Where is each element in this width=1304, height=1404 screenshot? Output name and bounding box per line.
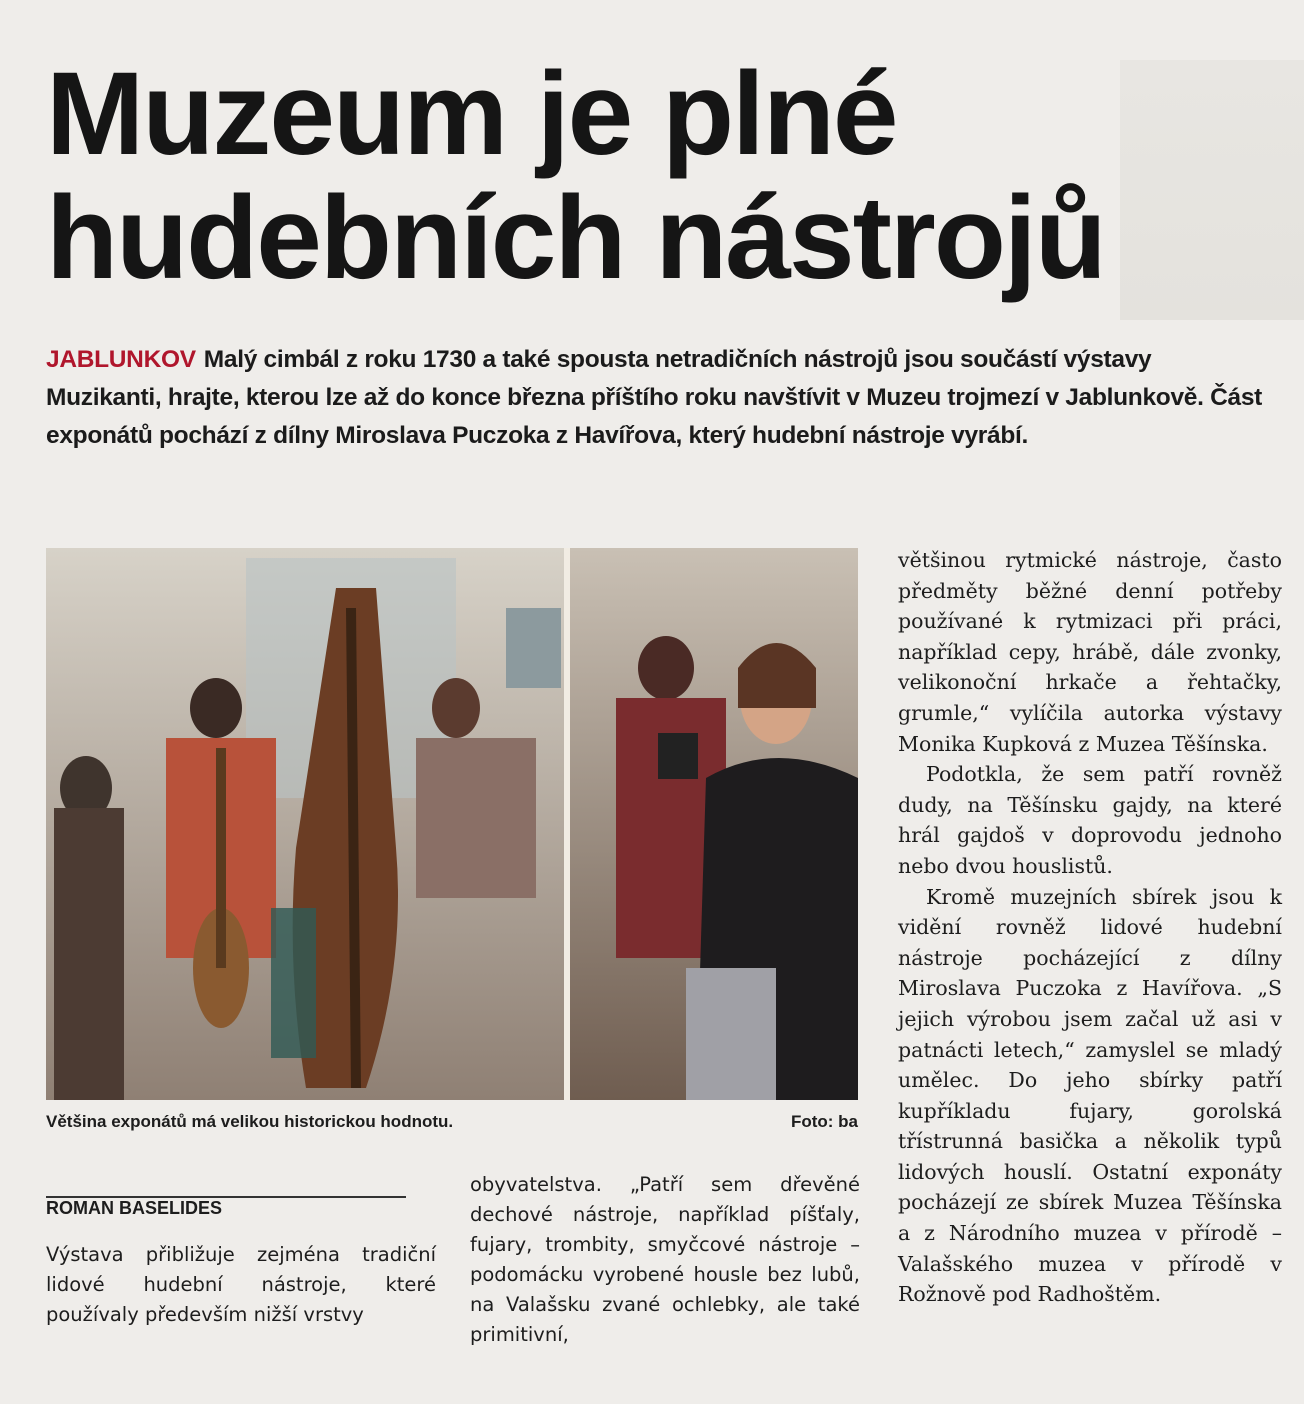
exhibition-photo [46, 548, 858, 1100]
headline-line-1: Muzeum je plné [46, 48, 897, 180]
dateline-place: JABLUNKOV [46, 346, 196, 373]
photo-caption: Většina exponátů má velikou historickou hodnotu. [46, 1112, 454, 1131]
column-2-paragraph: obyvatelstva. „Patří sem dřevěné dechové nástroje, například píšťaly, fujary, trombity, smyčcové nástroje – podomácku vyrobené housle bez lubů, na Valašsku zvané ochlebky, ale také primitivní, [470, 1173, 860, 1346]
author-byline: ROMAN BASELIDES [46, 1196, 406, 1219]
photo-credit: Foto: ba [790, 1112, 858, 1131]
article-column-3 [898, 545, 1282, 1310]
lead-text: Malý cimbál z roku 1730 a také spousta netradičních nástrojů jsou součástí výstavy Muzikanti, hrajte, kterou lze až do konce března příštího roku navštívit v Muzeu trojmezí v Jablunkově. Část exponátů pochází z dílny Miroslava Puczoka z Havířova, který hudební nástroje vyrábí. [46, 346, 1263, 449]
column-1-paragraph: Výstava přibližuje zejména tradiční lidové hudební nástroje, které používaly především nižší vrstvy [46, 1243, 436, 1326]
headline-line-2: hudebních nástrojů [46, 172, 1105, 304]
photo-caption-row [46, 1112, 858, 1138]
article-lead [46, 341, 1266, 455]
article-column-2 [470, 1170, 860, 1350]
exhibition-photo-illustration [46, 548, 858, 1100]
article-headline [46, 48, 1206, 304]
article-column-1 [46, 1240, 436, 1330]
column-3-paragraph-1: většinou rytmické nástroje, často předměty běžné denní potřeby používané k rytmizaci při práci, například cepy, hrábě, dále zvonky, velikonoční hrkače a řehtačky, grumle,“ vylíčila autorka výstavy Monika Kupková z Muzea Těšínska. [898, 548, 1282, 756]
column-3-paragraph-3: Kromě muzejních sbírek jsou k vidění rovněž lidové hudební nástroje pocházející z dílny Miroslava Puczoka z Havířova. „S jejich výrobou jsem začal už asi v patnácti letech,“ zamyslel se mladý umělec. Do jeho sbírky patří kupříkladu fujary, gorolská třístrunná basička a několik typů lidových houslí. Ostatní exponáty pocházejí ze sbírek Muzea Těšínska a z Národního muzea v přírodě – Valašského muzea v přírodě v Rožnově pod Radhoštěm. [898, 884, 1282, 1307]
column-3-paragraph-2: Podotkla, že sem patří rovněž dudy, na Těšínsku gajdy, na které hrál gajdoš v doprovodu jednoho nebo dvou houslistů. [898, 762, 1282, 878]
